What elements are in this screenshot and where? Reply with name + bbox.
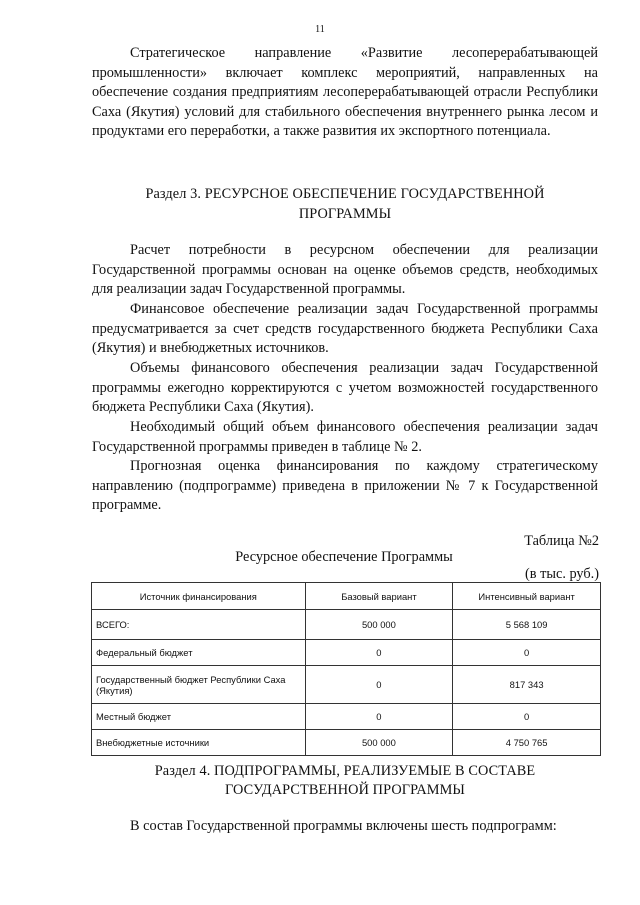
table-row: [92, 640, 601, 666]
table-row: [92, 610, 601, 640]
header-base: Базовый вариант: [305, 583, 453, 610]
row-base: 0: [305, 666, 453, 704]
section3-heading-line1: Раздел 3. РЕСУРСНОЕ ОБЕСПЕЧЕНИЕ ГОСУДАРСТВЕННОЙ: [145, 186, 545, 202]
row-base: 500 000: [305, 610, 453, 640]
header-intensive: Интенсивный вариант: [453, 583, 601, 610]
table-row: [92, 704, 601, 730]
row-intensive: 5 568 109: [453, 610, 601, 640]
intro-paragraph: Стратегическое направление «Развитие лесоперерабатывающей промышленности» включает комплекс мероприятий, направленных на обеспечение создания предприятиям лесоперерабатывающей отрасли Республики Саха (Якутия) условий для стабильного обеспечения внутреннего рынка лесом и продуктами его переработки, а также развития их экспортного потенциала.: [92, 45, 598, 140]
row-source: Федеральный бюджет: [92, 640, 306, 666]
row-intensive: 4 750 765: [453, 730, 601, 756]
funding-table: [91, 582, 601, 756]
table-header-row: [92, 583, 601, 610]
row-base: 0: [305, 640, 453, 666]
header-source: Источник финансирования: [92, 583, 306, 610]
section3-paragraph-1: Расчет потребности в ресурсном обеспечении для реализации Государственной программы основан на оценке объемов средств, необходимых для реализации задач Государственной программы.: [92, 242, 598, 298]
row-base: 0: [305, 704, 453, 730]
page-number: 11: [315, 24, 325, 35]
row-source: Государственный бюджет Республики Саха (Якутия): [92, 666, 306, 704]
table-units: (в тыс. руб.): [525, 566, 599, 582]
table-row: [92, 730, 601, 756]
section3-paragraph-2: Финансовое обеспечение реализации задач Государственной программы предусматривается за счет средств государственного бюджета Республики Саха (Якутия) и внебюджетных источников.: [92, 301, 598, 357]
section3-paragraph-5: Прогнозная оценка финансирования по каждому стратегическому направлению (подпрограмме) приведена в приложении № 7 к Государственной программе.: [92, 458, 598, 514]
row-intensive: 0: [453, 640, 601, 666]
section3-paragraph-3: Объемы финансового обеспечения реализации задач Государственной программы ежегодно корректируются с учетом возможностей государственного бюджета Республики Саха (Якутия).: [92, 360, 598, 416]
row-intensive: 0: [453, 704, 601, 730]
table-row: [92, 666, 601, 704]
row-source: ВСЕГО:: [92, 610, 306, 640]
row-base: 500 000: [305, 730, 453, 756]
section4-heading-line1: Раздел 4. ПОДПРОГРАММЫ, РЕАЛИЗУЕМЫЕ В СОСТАВЕ: [154, 763, 536, 779]
section4-paragraph: В состав Государственной программы включены шесть подпрограмм:: [130, 818, 557, 834]
section3-paragraph-4: Необходимый общий объем финансового обеспечения реализации задач Государственной программы приведен в таблице № 2.: [92, 419, 598, 455]
section4-heading-line2: ГОСУДАРСТВЕННОЙ ПРОГРАММЫ: [225, 782, 465, 798]
row-source: Внебюджетные источники: [92, 730, 306, 756]
table-caption: Ресурсное обеспечение Программы: [235, 549, 453, 565]
section3-heading-line2: ПРОГРАММЫ: [298, 206, 392, 222]
table-label: Таблица №2: [524, 533, 599, 549]
row-source: Местный бюджет: [92, 704, 306, 730]
row-intensive: 817 343: [453, 666, 601, 704]
